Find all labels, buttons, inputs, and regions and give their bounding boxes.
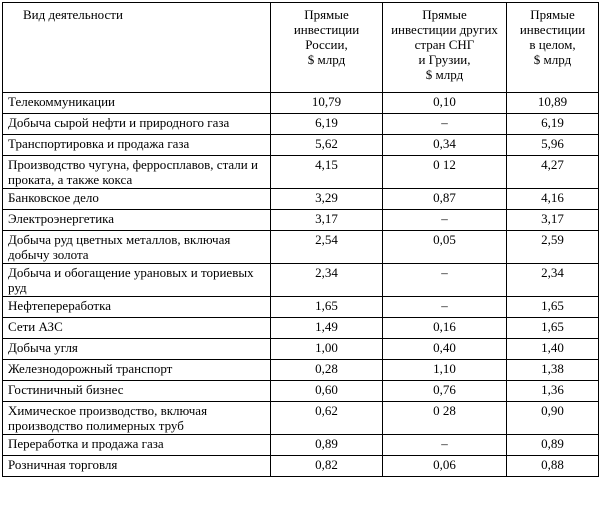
investment-table	[2, 2, 599, 477]
russia-value-cell: 2,34	[271, 264, 383, 297]
total-value-cell: 6,19	[507, 114, 599, 135]
cis-value-cell: 1,10	[383, 360, 507, 381]
total-value-cell: 1,65	[507, 297, 599, 318]
russia-value-cell: 2,54	[271, 231, 383, 264]
cis-value-cell: 0,76	[383, 381, 507, 402]
cis-value-cell: 0,87	[383, 189, 507, 210]
table-row	[3, 435, 599, 456]
activity-cell: Сети АЗС	[3, 318, 271, 339]
activity-cell: Добыча угля	[3, 339, 271, 360]
total-value-cell: 3,17	[507, 210, 599, 231]
total-value-cell: 10,89	[507, 93, 599, 114]
cis-value-cell: 0,34	[383, 135, 507, 156]
cis-value-cell: –	[383, 435, 507, 456]
russia-value-cell: 4,15	[271, 156, 383, 189]
table-row	[3, 297, 599, 318]
table-row	[3, 156, 599, 189]
activity-cell: Химическое производство, включая производство полимерных труб	[3, 402, 271, 435]
activity-cell: Нефтепереработка	[3, 297, 271, 318]
cis-value-cell: 0,40	[383, 339, 507, 360]
russia-value-cell: 6,19	[271, 114, 383, 135]
russia-value-cell: 0,82	[271, 456, 383, 477]
total-value-cell: 2,34	[507, 264, 599, 297]
activity-cell: Добыча сырой нефти и природного газа	[3, 114, 271, 135]
total-value-cell: 0,90	[507, 402, 599, 435]
header-russia: Прямые инвестиции России, $ млрд	[271, 3, 383, 93]
activity-cell: Гостиничный бизнес	[3, 381, 271, 402]
table-row	[3, 456, 599, 477]
russia-value-cell: 3,29	[271, 189, 383, 210]
table-row	[3, 339, 599, 360]
russia-value-cell: 1,49	[271, 318, 383, 339]
table-row	[3, 402, 599, 435]
cis-value-cell: –	[383, 210, 507, 231]
total-value-cell: 1,36	[507, 381, 599, 402]
table-row	[3, 210, 599, 231]
cis-value-cell: 0 12	[383, 156, 507, 189]
total-value-cell: 1,38	[507, 360, 599, 381]
table-row	[3, 93, 599, 114]
russia-value-cell: 0,28	[271, 360, 383, 381]
table-row	[3, 114, 599, 135]
russia-value-cell: 1,65	[271, 297, 383, 318]
activity-cell: Добыча руд цветных металлов, включая добычу золота	[3, 231, 271, 264]
total-value-cell: 0,89	[507, 435, 599, 456]
activity-cell: Электроэнергетика	[3, 210, 271, 231]
header-activity: Вид деятельности	[3, 3, 271, 93]
russia-value-cell: 1,00	[271, 339, 383, 360]
table-row	[3, 318, 599, 339]
russia-value-cell: 3,17	[271, 210, 383, 231]
total-value-cell: 1,40	[507, 339, 599, 360]
cis-value-cell: 0,06	[383, 456, 507, 477]
activity-cell: Банковское дело	[3, 189, 271, 210]
cis-value-cell: 0,05	[383, 231, 507, 264]
header-total: Прямые инвестиции в целом, $ млрд	[507, 3, 599, 93]
activity-cell: Производство чугуна, ферросплавов, стали и проката, а также кокса	[3, 156, 271, 189]
russia-value-cell: 5,62	[271, 135, 383, 156]
activity-cell: Транспортировка и продажа газа	[3, 135, 271, 156]
table-row	[3, 135, 599, 156]
russia-value-cell: 0,89	[271, 435, 383, 456]
table-row	[3, 360, 599, 381]
table-row	[3, 381, 599, 402]
cis-value-cell: –	[383, 264, 507, 297]
table-header-row	[3, 3, 599, 93]
activity-cell: Железнодорожный транспорт	[3, 360, 271, 381]
total-value-cell: 5,96	[507, 135, 599, 156]
russia-value-cell: 0,60	[271, 381, 383, 402]
table-body	[3, 93, 599, 477]
activity-cell: Добыча и обогащение урановых и ториевых руд	[3, 264, 271, 297]
table-row	[3, 231, 599, 264]
activity-cell: Розничная торговля	[3, 456, 271, 477]
cis-value-cell: 0 28	[383, 402, 507, 435]
total-value-cell: 2,59	[507, 231, 599, 264]
cis-value-cell: 0,10	[383, 93, 507, 114]
cis-value-cell: 0,16	[383, 318, 507, 339]
total-value-cell: 4,16	[507, 189, 599, 210]
cis-value-cell: –	[383, 114, 507, 135]
table-row	[3, 189, 599, 210]
total-value-cell: 4,27	[507, 156, 599, 189]
cis-value-cell: –	[383, 297, 507, 318]
header-cis: Прямые инвестиции других стран СНГ и Грузии, $ млрд	[383, 3, 507, 93]
total-value-cell: 0,88	[507, 456, 599, 477]
activity-cell: Телекоммуникации	[3, 93, 271, 114]
table-row	[3, 264, 599, 297]
total-value-cell: 1,65	[507, 318, 599, 339]
russia-value-cell: 10,79	[271, 93, 383, 114]
activity-cell: Переработка и продажа газа	[3, 435, 271, 456]
russia-value-cell: 0,62	[271, 402, 383, 435]
